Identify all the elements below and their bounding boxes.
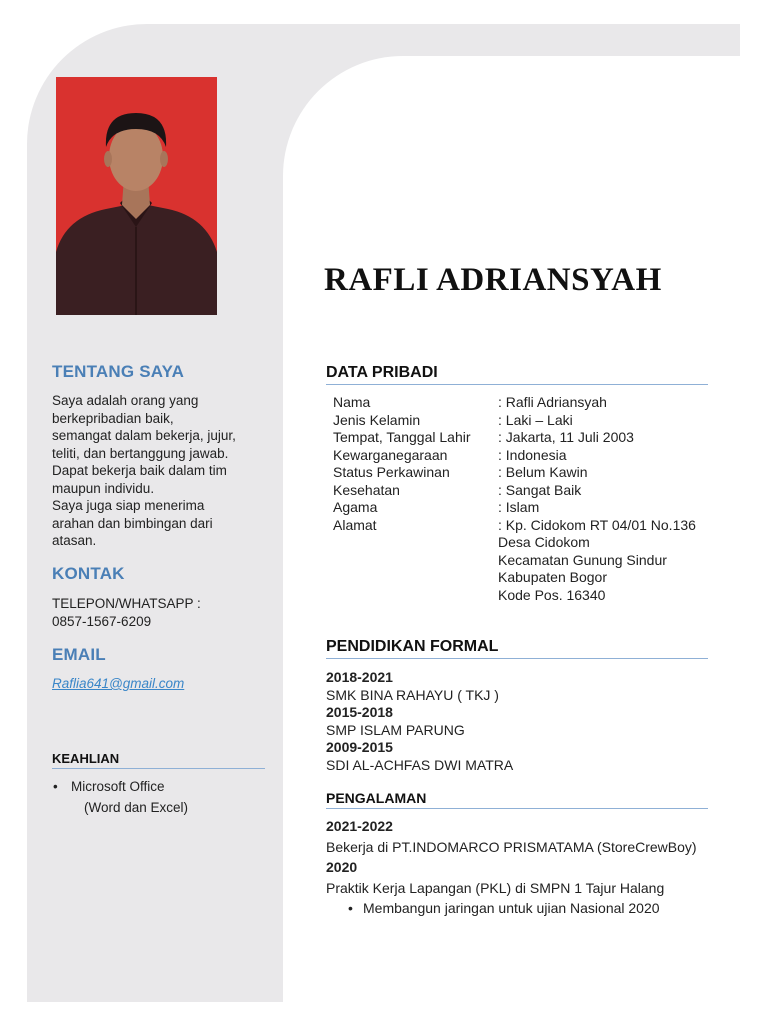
experience-desc: Bekerja di PT.INDOMARCO PRISMATAMA (StoreCrewBoy) xyxy=(326,838,697,855)
email-title: EMAIL xyxy=(52,645,106,664)
skills-title: KEAHLIAN xyxy=(52,751,265,769)
personal-row xyxy=(333,587,713,605)
about-line: Saya adalah orang yang xyxy=(52,393,199,408)
contact-label: TELEPON/WHATSAPP : xyxy=(52,596,201,611)
experience-years: 2020 xyxy=(326,859,358,875)
email-link[interactable]: Raflia641@gmail.com xyxy=(52,676,185,691)
education-school: SMK BINA RAHAYU ( TKJ ) xyxy=(326,686,499,703)
experience-desc: Praktik Kerja Lapangan (PKL) di SMPN 1 Tajur Halang xyxy=(326,879,665,896)
personal-value: Kecamatan Gunung Sindur xyxy=(498,551,667,568)
personal-key: Jenis Kelamin xyxy=(333,411,421,428)
skill-item xyxy=(53,778,273,796)
personal-row xyxy=(333,464,713,482)
personal-value: : Indonesia xyxy=(498,446,567,463)
personal-key: Kesehatan xyxy=(333,481,400,498)
skills-list xyxy=(53,778,273,816)
personal-row xyxy=(333,569,713,587)
personal-value: Desa Cidokom xyxy=(498,534,590,550)
profile-photo xyxy=(56,77,217,315)
personal-key: Nama xyxy=(333,394,371,410)
contact-title: KONTAK xyxy=(52,564,125,583)
personal-row xyxy=(333,552,713,570)
about-text xyxy=(52,392,272,550)
personal-row xyxy=(333,499,713,517)
about-line: arahan dan bimbingan dari xyxy=(52,515,213,531)
personal-row xyxy=(333,517,713,535)
personal-value: : Laki – Laki xyxy=(498,411,573,428)
skill-detail: (Word dan Excel) xyxy=(84,799,189,815)
about-title: TENTANG SAYA xyxy=(52,362,185,381)
personal-row xyxy=(333,394,713,412)
experience-title: PENGALAMAN xyxy=(326,790,708,809)
personal-key: Agama xyxy=(333,499,378,515)
skill-label: Microsoft Office xyxy=(71,779,165,794)
education-years: 2018-2021 xyxy=(326,669,393,685)
education-school: SDI AL-ACHFAS DWI MATRA xyxy=(326,756,514,773)
personal-value: : Islam xyxy=(498,499,540,515)
personal-value: : Sangat Baik xyxy=(498,481,582,498)
about-line: Dapat bekerja baik dalam tim xyxy=(52,463,227,478)
about-line: maupun individu. xyxy=(52,480,155,496)
about-line: semangat dalam bekerja, jujur, xyxy=(52,428,236,443)
personal-value: : Jakarta, 11 Juli 2003 xyxy=(498,429,634,445)
about-line: atasan. xyxy=(52,533,97,548)
personal-key xyxy=(333,587,498,605)
about-line: teliti, dan bertanggung jawab. xyxy=(52,445,229,461)
personal-value: : Rafli Adriansyah xyxy=(498,394,607,410)
personal-row xyxy=(333,534,713,552)
personal-data xyxy=(333,394,713,604)
experience-bullet-item xyxy=(326,900,726,918)
contact-phone: 0857-1567-6209 xyxy=(52,613,152,629)
personal-key xyxy=(333,569,498,587)
personal-title: DATA PRIBADI xyxy=(326,364,708,385)
personal-key: Status Perkawinan xyxy=(333,464,450,480)
contact-block xyxy=(52,595,272,630)
personal-row xyxy=(333,447,713,465)
education-list xyxy=(326,669,726,774)
personal-value: Kode Pos. 16340 xyxy=(498,586,606,603)
bullet-icon: • xyxy=(348,900,353,916)
personal-row xyxy=(333,412,713,430)
education-years: 2015-2018 xyxy=(326,704,393,720)
personal-value: : Kp. Cidokom RT 04/01 No.136 xyxy=(498,516,696,533)
bullet-icon: • xyxy=(53,779,58,794)
about-line: Saya juga siap menerima xyxy=(52,498,205,513)
corner-cut xyxy=(740,24,768,56)
experience-years: 2021-2022 xyxy=(326,818,393,834)
personal-key xyxy=(333,534,498,552)
email-block xyxy=(52,675,272,693)
personal-key: Tempat, Tanggal Lahir xyxy=(333,429,471,445)
personal-row xyxy=(333,429,713,447)
experience-bullet-text: Membangun jaringan untuk ujian Nasional 2020 xyxy=(363,900,660,916)
education-years: 2009-2015 xyxy=(326,739,393,755)
personal-key: Kewarganegaraan xyxy=(333,446,448,463)
full-name: RAFLI ADRIANSYAH xyxy=(324,262,662,298)
education-title: PENDIDIKAN FORMAL xyxy=(326,638,708,659)
personal-value: : Belum Kawin xyxy=(498,464,588,480)
person-silhouette-icon xyxy=(56,77,217,315)
personal-value: Kabupaten Bogor xyxy=(498,569,607,585)
experience-list xyxy=(326,818,726,918)
personal-key: Alamat xyxy=(333,516,377,533)
personal-key xyxy=(333,552,498,570)
education-school: SMP ISLAM PARUNG xyxy=(326,721,465,738)
personal-row xyxy=(333,482,713,500)
about-line: berkepribadian baik, xyxy=(52,410,174,426)
